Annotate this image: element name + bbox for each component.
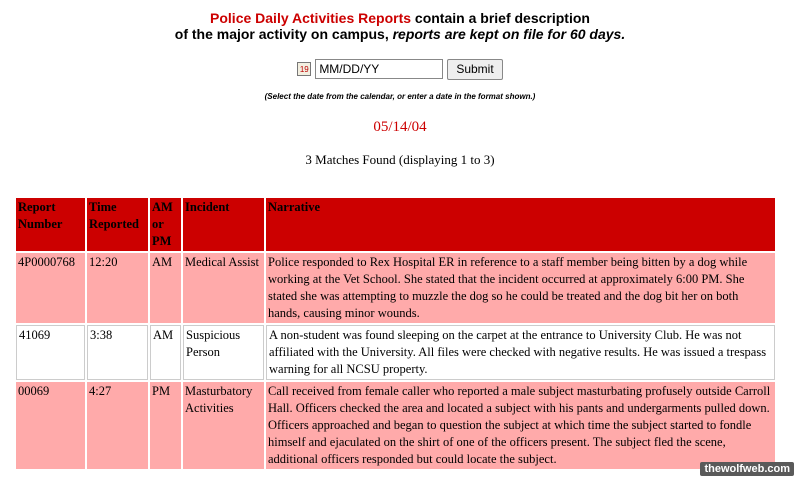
table-header-row: [16, 198, 775, 251]
table-row: [16, 253, 775, 323]
report-number-cell: 4P0000768: [16, 253, 85, 323]
narrative-cell: A non-student was found sleeping on the carpet at the entrance to University Club. He was not affiliated with the University. All files were checked with negative results. He was issued a trespass warning for all NCSU property.: [266, 325, 775, 380]
report-number-cell: 00069: [16, 382, 85, 469]
header-line-2: [0, 26, 800, 42]
narrative-cell: Call received from female caller who reported a male subject masturbating profusely outside Carroll Hall. Officers checked the area and located a subject with his pants and undergarments pulled down. Officers approached and began to question the subject at which time the subject started to fondle himself and ejaculated on the shirt of one of the officers present. The subject fled the scene, additional officers responded but could locate the subject.: [266, 382, 775, 469]
date-hint: (Select the date from the calendar, or enter a date in the format shown.): [264, 92, 536, 101]
ampm-cell: PM: [150, 382, 181, 469]
date-input[interactable]: [315, 59, 443, 79]
selected-date: 05/14/04: [373, 119, 427, 135]
page-header: [0, 0, 800, 42]
report-number-cell: 41069: [16, 325, 85, 380]
time-cell: 4:27: [87, 382, 148, 469]
header-narrative: Narrative: [266, 198, 775, 251]
header-line2-a: of the major activity on campus,: [174, 26, 393, 42]
header-line-1: [0, 10, 800, 26]
header-ampm: AM or PM: [150, 198, 181, 251]
date-form: [0, 58, 800, 80]
header-time-reported: Time Reported: [87, 198, 148, 251]
header-report-number: Report Number: [16, 198, 85, 251]
narrative-cell: Police responded to Rex Hospital ER in reference to a staff member being bitten by a dog while working at the Vet School. She stated that the incident occurred at approximately 6:00 PM. She stated she was attempting to muzzle the dog so he could be treated and the dog bit her on both hands, causing minor wounds.: [266, 253, 775, 323]
time-cell: 3:38: [87, 325, 148, 380]
incident-cell: Medical Assist: [183, 253, 264, 323]
incident-cell: Masturbatory Activities: [183, 382, 264, 469]
header-title: Police Daily Activities Reports: [210, 10, 412, 26]
watermark: thewolfweb.com: [700, 462, 794, 476]
header-incident: Incident: [183, 198, 264, 251]
header-line1-rest: contain a brief description: [411, 10, 590, 26]
incident-cell: Suspicious Person: [183, 325, 264, 380]
matches-count: 3 Matches Found (displaying 1 to 3): [305, 152, 495, 167]
header-line2-b: reports are kept on file for 60 days.: [392, 26, 626, 42]
calendar-icon[interactable]: 19: [297, 62, 311, 76]
submit-button[interactable]: Submit: [447, 59, 502, 80]
table-row: [16, 382, 775, 469]
ampm-cell: AM: [150, 325, 181, 380]
time-cell: 12:20: [87, 253, 148, 323]
reports-table: [14, 196, 777, 471]
ampm-cell: AM: [150, 253, 181, 323]
table-row: [16, 325, 775, 380]
